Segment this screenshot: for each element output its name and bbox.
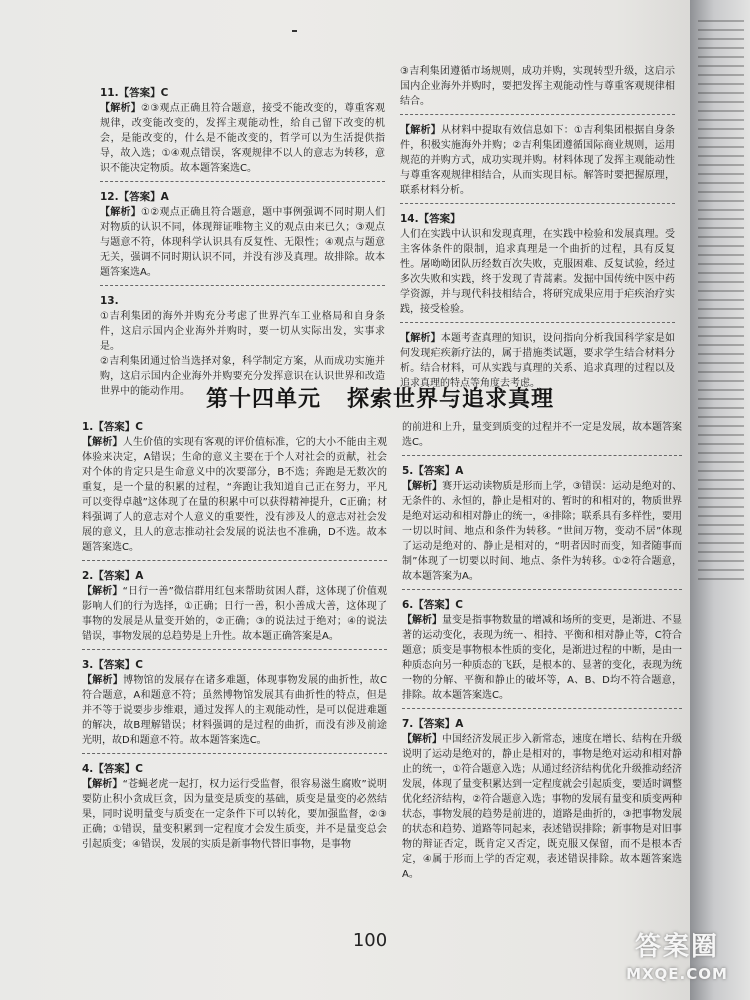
analysis-label: 【解析】 xyxy=(402,734,442,745)
analysis-paragraph xyxy=(402,732,682,882)
dashed-separator xyxy=(82,649,387,650)
page-number: 100 xyxy=(352,930,388,951)
answer-label: 13. xyxy=(100,295,119,307)
analysis-paragraph xyxy=(100,205,385,280)
analysis-text: 的前进和上升，量变到质变的过程并不一定是发展，故本题答案选C。 xyxy=(402,422,682,448)
answer-label: 12.【答案】A xyxy=(100,191,169,203)
answer-label: 2.【答案】A xyxy=(82,570,144,582)
analysis-label: 【解析】 xyxy=(400,125,441,136)
answer-item xyxy=(82,762,387,852)
unit-number: 第十四单元 xyxy=(205,386,321,412)
dashed-separator xyxy=(100,181,385,182)
answer-label: 3.【答案】C xyxy=(82,659,144,671)
analysis-paragraph xyxy=(402,479,682,584)
analysis-text: ①吉利集团的海外并购充分考虑了世界汽车工业格局和自身条件，这启示国内企业海外并购时，要一切从实际出发，实事求是。 xyxy=(100,311,385,352)
analysis-text: ②吉利集团通过恰当选择对象，科学制定方案，从而成功实施并购，这启示国内企业海外并购要充分发挥意识在认识世界和改造世界中的能动作用。 xyxy=(100,356,385,397)
answer-label: 7.【答案】A xyxy=(402,718,464,730)
analysis-text: 本题考查真理的知识，设问指向分析我国科学家是如何发现疟疾新疗法的，属于措施类试题，要求学生结合材料分析。结合材料，可从实践与真理的关系、追求真理的过程以及追求真理的特点等角度去考虑。 xyxy=(400,333,676,389)
analysis-label: 【解析】 xyxy=(100,103,142,114)
answer-item xyxy=(82,658,387,754)
left-top-column xyxy=(100,86,385,407)
analysis-paragraph xyxy=(82,435,387,555)
analysis-text: 从材料中提取有效信息如下：①吉利集团根据自身条件，积极实施海外并购；②吉利集团遵循国际商业规则，运用规范的并购方式，成功实现并购。材料体现了发挥主观能动性与尊重客观规律相结合，从而实现目标。解答时要把握原理，联系材料分析。 xyxy=(400,125,676,196)
next-page-edge xyxy=(690,0,750,1000)
answer-label: 11.【答案】C xyxy=(100,87,169,99)
dashed-separator xyxy=(100,285,385,286)
analysis-paragraph xyxy=(82,777,387,852)
analysis-text: “苍蝇老虎一起打，权力运行受监督，很容易滋生腐败”说明要防止积小贪成巨贪，因为量变是质变的基础，质变是量变的必然结果，同时说明量变与质变在一定条件下可以转化，要加强监督，②③正确；①错误，量变积累到一定程度才会发生质变，并不是量变总会引起质变；④错误，发展的实质是新事物代替旧事物，是事物 xyxy=(82,779,387,850)
analysis-text: ③吉利集团遵循市场规则，成功并购，实现转型升级，这启示国内企业海外并购时，要把发挥主观能动性与尊重客观规律相结合。 xyxy=(400,66,675,107)
unit-title xyxy=(150,382,610,413)
analysis-paragraph xyxy=(402,420,682,450)
answer-item xyxy=(402,420,682,456)
analysis-text: ②③观点正确且符合题意，接受不能改变的，尊重客观规律，改变能改变的，发挥主观能动性，给自己留下改变的机会，是能改变的，什么是不能改变的，哲学可以为生活提供指导，故入选；①④观点错误，客观规律不以人的意志为转移，意识不能决定物质。故本题答案选C。 xyxy=(100,103,385,174)
analysis-text: 博物馆的发展存在诸多难题，体现事物发展的曲折性，故C符合题意，A和题意不符；虽然博物馆发展其有曲折性的特点，但是并不等于说要步步维艰，通过发挥人的主观能动性，是可以促进难题的解决，故B理解错误；材料强调的是过程的曲折，而没有涉及前途光明，故D和题意不符。故本题答案选C。 xyxy=(82,675,388,746)
analysis-label: 【解析】 xyxy=(82,437,123,448)
next-page-text-lines xyxy=(698,20,744,580)
answer-label: 14.【答案】 xyxy=(400,213,461,225)
analysis-label: 【解析】 xyxy=(100,207,142,218)
analysis-text: ①②观点正确且符合题意，题中事例强调不同时期人们对物质的认识不同，体现辩证唯物主义的观点由来已久；③观点与题意不符，体现科学认识具有反复性、无限性；④观点与题意无关，强调不同时期认识不同，并没有涉及真理。故排除。故本题答案选A。 xyxy=(100,207,385,278)
answer-item xyxy=(82,569,387,650)
analysis-paragraph xyxy=(400,227,675,317)
unit-name: 探索世界与追求真理 xyxy=(347,386,555,412)
dashed-separator xyxy=(82,753,387,754)
dashed-separator xyxy=(400,322,675,323)
dashed-separator xyxy=(402,708,682,709)
dashed-separator xyxy=(400,114,675,115)
left-bottom-column xyxy=(82,420,387,860)
analysis-paragraph xyxy=(402,613,682,703)
analysis-text: 人们在实践中认识和发现真理，在实践中检验和发展真理。受主客体条件的限制，追求真理是一个曲折的过程，具有反复性。屠呦呦团队历经数百次失败，克服困难、反复试验，经过多次失败和实践，终于发现了青蒿素。发掘中国传统中医中药学资源，并与现代科技相结合，将研究成果应用于疟疾治疗实践，接受检验。 xyxy=(400,229,675,315)
watermark-top-text: 答案圈 xyxy=(634,932,719,962)
analysis-text: 量变是指事物数量的增减和场所的变更，是渐进、不显著的运动变化，表现为统一、相持、平衡和相对静止等，C符合题意；质变是事物根本性质的变化，是渐进过程的中断，是由一种质态向另一种质态的飞跃，是根本的、显著的变化，表现为统一物的分解、平衡和静止的破坏等，A、B、D均不符合题意，排除。故本题答案选C。 xyxy=(402,615,682,701)
answer-item xyxy=(402,464,682,590)
answer-label: 6.【答案】C xyxy=(402,599,464,611)
analysis-label: 【解析】 xyxy=(82,675,124,686)
analysis-paragraph xyxy=(400,64,675,109)
analysis-text: 中国经济发展正步入新常态，速度在增长、结构在升级说明了运动是绝对的，静止是相对的，事物是绝对运动和相对静止的统一，①符合题意入选；从通过经济结构优化升级推动经济发展，体现了量变积累达到一定程度就会引起质变，要适时调整优化经济结构，②符合题意入选；事物的发展有量变和质变两种状态，事物发展的趋势是前进的，道路是曲折的，③把事物发展的状态和趋势、道路等同起来，表述错误排除；新事物是对旧事物的辩证否定，既肯定又否定，既克服又保留，而不是根本否定，④属于形而上学的否定观，表述错误排除。故本题答案选A。 xyxy=(402,734,682,880)
watermark-bottom-text: MXQE.COM xyxy=(626,965,728,983)
watermark-logo xyxy=(612,930,742,995)
answer-item xyxy=(100,86,385,182)
analysis-label: 【解析】 xyxy=(82,586,123,597)
answer-label: 5.【答案】A xyxy=(402,465,464,477)
answer-label: 1.【答案】C xyxy=(82,421,144,433)
answer-item xyxy=(82,420,387,561)
answer-item xyxy=(402,598,682,709)
answer-item xyxy=(400,212,675,323)
analysis-paragraph xyxy=(100,309,385,354)
analysis-paragraph xyxy=(82,673,387,748)
right-top-column xyxy=(400,64,675,399)
page-mark xyxy=(292,30,297,32)
analysis-text: “日行一善”微信群用红包来帮助贫困人群，这体现了价值观影响人们的行为选择，①正确；日行一善，积小善成大善，这体现了事物的发展是从量变开始的，②正确；③的说法过于绝对；④的说法错误，事物发展的总趋势是上升性。故本题正确答案是A。 xyxy=(82,586,387,642)
dashed-separator xyxy=(400,203,675,204)
analysis-text: 赛开运动读物质是形而上学，③错误：运动是绝对的、无条件的、永恒的，静止是相对的、暂时的和相对的，物质世界是绝对运动和相对静止的统一，④排除；联系具有多样性，要用一切以时间、地点和条件为转移。“世间万物，变动不居”体现了运动是绝对的、静止是相对的，“明者因时而变，知者随事而制”体现了一切要以时间、地点、条件为转移。①②符合题意，故本题答案为A。 xyxy=(402,481,682,582)
analysis-label: 【解析】 xyxy=(400,333,441,344)
analysis-paragraph xyxy=(82,584,387,644)
dashed-separator xyxy=(402,455,682,456)
analysis-paragraph xyxy=(400,123,675,198)
analysis-label: 【解析】 xyxy=(402,481,443,492)
analysis-text: 人生价值的实现有客观的评价值标准，它的大小不能由主观体验来决定，A错误；生命的意义主要在于个人对社会的贡献，社会对个体的肯定只是生命意义中的次要部分，B不选；奔跑是无数次的重复，是一个量的积累的过程，“奔跑让我知道自己正在努力，平凡可以变得卓越”这体现了在量的积累中可以获得精神提升，C正确；材料强调了人的意志对个人意义的重要性，没有涉及人的意志对社会发展的意义，且人的意志推动社会发展的说法也不准确，D不选。故本题答案选C。 xyxy=(82,437,388,553)
right-bottom-column xyxy=(402,420,682,890)
answer-item xyxy=(100,190,385,286)
answer-item xyxy=(400,64,675,115)
answer-item xyxy=(402,717,682,882)
analysis-paragraph xyxy=(100,101,385,176)
dashed-separator xyxy=(82,560,387,561)
dashed-separator xyxy=(402,589,682,590)
answer-item xyxy=(400,123,675,204)
analysis-label: 【解析】 xyxy=(402,615,442,626)
analysis-label: 【解析】 xyxy=(82,779,123,790)
answer-label: 4.【答案】C xyxy=(82,763,144,775)
